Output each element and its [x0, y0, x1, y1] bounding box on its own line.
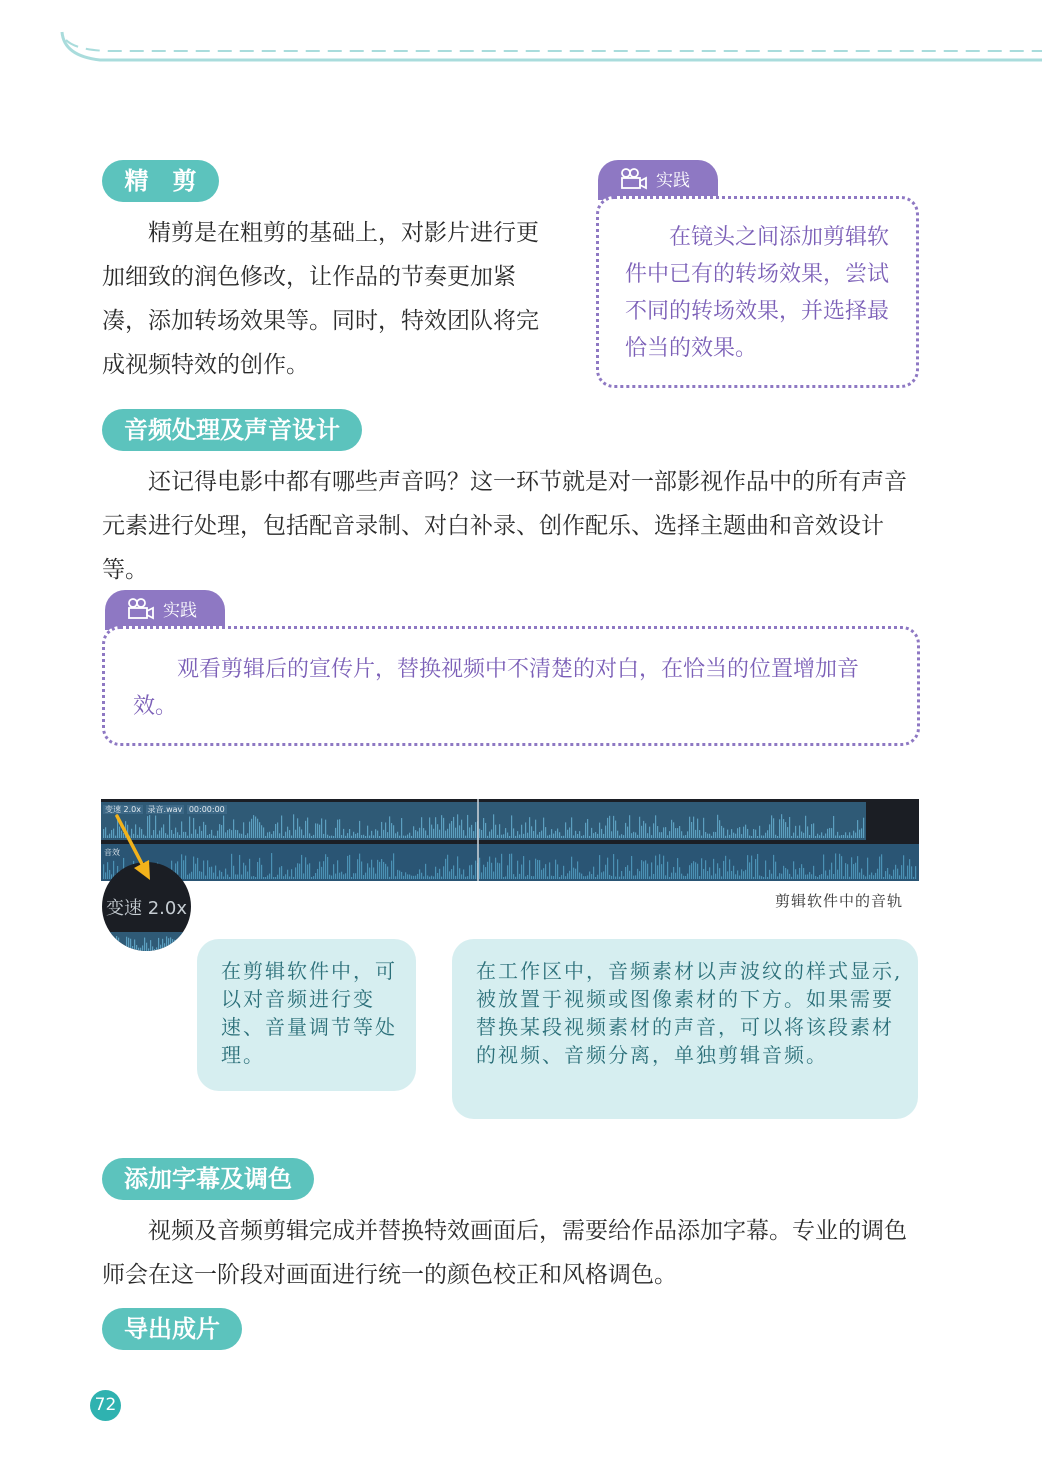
practice-tab-1	[598, 160, 718, 200]
practice-tab-2	[105, 590, 225, 630]
speed-tag: 变速 2.0x	[105, 805, 141, 814]
practice-box-1	[596, 196, 919, 388]
section-title-audio: 音频处理及声音设计	[102, 409, 362, 451]
subtitle-paragraph: 视频及音频剪辑完成并替换特效画面后，需要给作品添加字幕。专业的调色师会在这一阶段对画面进行统一的颜色校正和风格调色。	[102, 1218, 907, 1288]
file-tag: 录音.wav	[147, 805, 183, 814]
practice-text-1: 在镜头之间添加剪辑软件中已有的转场效果，尝试不同的转场效果，并选择最恰当的效果。	[625, 225, 890, 361]
camera-icon	[620, 168, 648, 190]
practice-text-2: 观看剪辑后的宣传片，替换视频中不清楚的对白，在恰当的位置增加音效。	[133, 657, 860, 719]
figure-caption: 剪辑软件中的音轨	[775, 892, 904, 910]
note-right: 在工作区中，音频素材以声波纹的样式显示,被放置于视频或图像素材的下方。如果需要替换某段视频素材的声音，可以将该段素材的视频、音频分离，单独剪辑音频。	[452, 939, 918, 1119]
practice-tab-label: 实践	[163, 601, 197, 621]
section-title-export: 导出成片	[102, 1308, 242, 1350]
camera-icon	[127, 598, 155, 620]
audio-paragraph: 还记得电影中都有哪些声音吗？这一环节就是对一部影视作品中的所有声音元素进行处理，包括配音录制、对白补录、创作配乐、选择主题曲和音效设计等。	[102, 469, 907, 583]
practice-box-2	[102, 626, 920, 746]
zoom-waveform	[102, 924, 191, 951]
section-title-subtitle: 添加字幕及调色	[102, 1158, 314, 1200]
top-decorative-border	[0, 0, 1042, 80]
arrow-icon	[112, 812, 158, 884]
time-tag: 00:00:00	[188, 805, 225, 814]
audio-track-screenshot	[101, 799, 919, 881]
practice-tab-label: 实践	[656, 171, 690, 191]
fine-cut-paragraph: 精剪是在粗剪的基础上，对影片进行更加细致的润色修改，让作品的节奏更加紧凑，添加转场效果等。同时，特效团队将完成视频特效的创作。	[102, 220, 539, 378]
page-number: 72	[90, 1390, 121, 1421]
section-title-fine-cut: 精 剪	[102, 160, 219, 202]
track-2-tag: 音效	[104, 848, 120, 857]
zoom-speed-label: 变速 2.0x	[106, 898, 187, 919]
note-left: 在剪辑软件中，可以对音频进行变速、音量调节等处理。	[197, 939, 416, 1091]
